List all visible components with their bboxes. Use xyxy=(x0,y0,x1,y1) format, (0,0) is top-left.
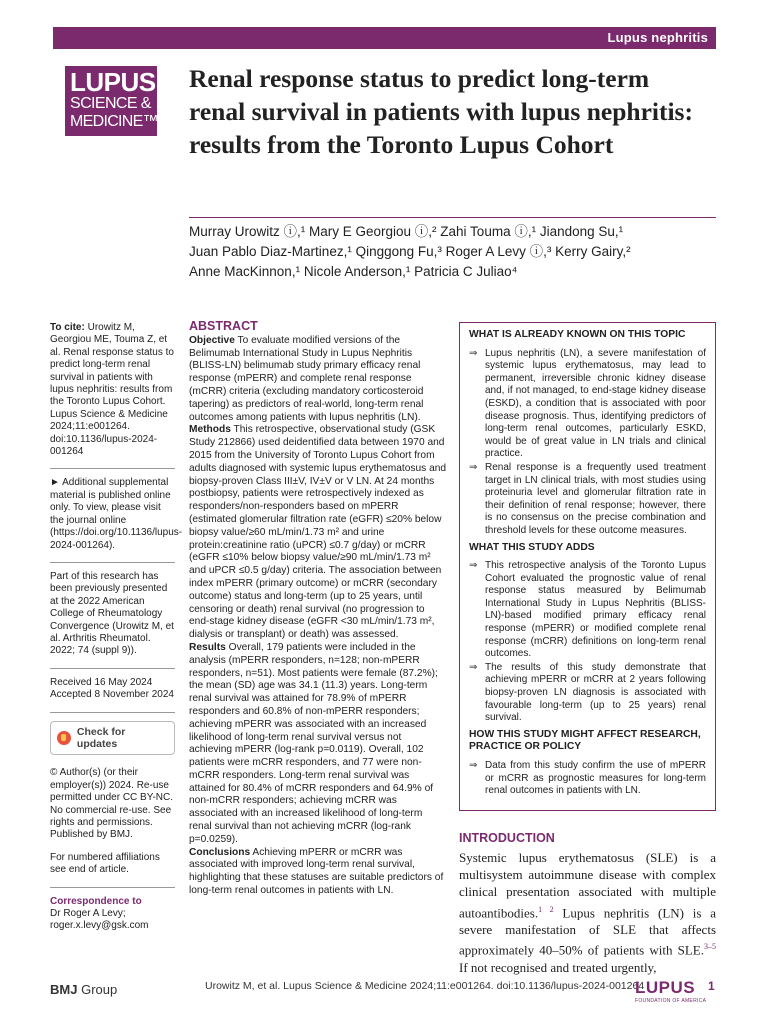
divider xyxy=(50,562,175,563)
list-item: ⇒ Lupus nephritis (LN), a severe manifestation of systemic lupus erythematosus, may lead to permanent, irreversible chronic kidney disease and, if not managed, to end-stage kidney disease (ESKD), a condition that is associated with poor disease prognosis. Thus, identifying predictors of long-term renal outcomes, particularly ESKD, would be of great value in LN trials and clinical practice. xyxy=(469,348,706,461)
received-date: Received 16 May 2024 xyxy=(50,676,153,688)
bmj-logo: BMJ Group xyxy=(50,982,118,997)
abstract xyxy=(189,320,447,898)
key-messages-box xyxy=(459,322,716,811)
list-item: ⇒ The results of this study demonstrate that achieving mPERR or mCRR at 2 years following biopsy-proven LN diagnosis is associated with favourable long-term (up to 25 years) renal survival. xyxy=(469,662,706,725)
abstract-results: Results Overall, 179 patients were included in the analysis (mPERR responders, n=128; non-mPERR responders, n=51). Most patients were female (87.2%); the mean (SD) age was 34.1 (11.3) years. Long-term renal survival was attained for 78.9% of mPERR responders and 60.8% of non-mPERR responders; achieving mPERR was associated with an increased likelihood of long-term renal survival versus not achieving mPERR (log-rank p=0.0119). Overall, 102 patients were mCRR responders, and 77 were non-mCRR responders. Long-term renal survival was attained for 80.4% of mCRR responders and 64.9% of non-mCRR responders; achieving mCRR was associated with an increased likelihood of long-term renal survival than not achieving mCRR (log-rank p=0.0259). xyxy=(189,641,438,845)
section-banner xyxy=(53,27,716,49)
sidebar xyxy=(50,322,183,933)
section-label: Lupus nephritis xyxy=(607,30,708,45)
supplemental-note: ► Additional supplemental material is published online only. To view, please visit the journal online (https://doi.org/10.1136/lupus-2024-001264). xyxy=(50,477,183,551)
abstract-conclusions: Conclusions Achieving mPERR or mCRR was associated with improved long-term renal survival, highlighting that these statuses are suitable predictors of long-term renal outcomes in patients with LN. xyxy=(189,846,444,897)
reference-link[interactable]: 1 2 xyxy=(538,904,554,914)
page-number: 1 xyxy=(708,979,715,993)
copyright-note: © Author(s) (or their employer(s)) 2024. Re-use permitted under CC BY-NC. No commercial re-use. See rights and permissions. Published by BMJ. xyxy=(50,767,174,841)
abstract-objective: Objective To evaluate modified versions of the Belimumab International Study in Lupus Nephritis (BLISS-LN) belimumab study primary efficacy renal response (mPERR) and complete renal response (mCRR) criteria (excluding mandatory corticosteroid tapering) as predictors of real-world, long-term renal outcomes among patients with lupus nephritis (LN). xyxy=(189,334,424,423)
introduction-text: Systemic lupus erythematosus (SLE) is a multisystem autoimmune disease with complex clinical presentation associated with multiple autoantibodies.$^{1 2}$ Lupus nephritis (LN) is a severe manifestation of SLE that affects approximately 40–50% of patients with SLE.$^{3-5}$ If not recognised and treated urgently, xyxy=(459,850,717,975)
divider xyxy=(50,668,175,669)
divider xyxy=(50,887,175,888)
divider xyxy=(50,468,175,469)
accepted-date: Accepted 8 November 2024 xyxy=(50,689,174,701)
list-item: ⇒ Renal response is a frequently used treatment target in LN clinical trials, with most studies using proteinuria level and glomerular filtration rate in their definition of renal response; however, there is no consensus on the precise combination and threshold levels for these outcome measures. xyxy=(469,462,706,538)
authors-line-3: Anne MacKinnon,¹ Nicole Anderson,¹ Patricia C Juliao⁴ xyxy=(189,264,518,279)
box-heading-known: WHAT IS ALREADY KNOWN ON THIS TOPIC xyxy=(469,329,686,340)
list-item: ⇒ Data from this study confirm the use of mPERR or mCRR as prognostic measures for long-term renal outcomes in patients with LN. xyxy=(469,760,706,798)
authors-line-1: Murray Urowitz ⓘ,¹ Mary E Georgiou ⓘ,² Zahi Touma ⓘ,¹ Jiandong Su,¹ xyxy=(189,224,624,239)
title-divider xyxy=(189,217,716,218)
check-updates-button[interactable]: Check for updates xyxy=(50,721,175,756)
introduction-heading: INTRODUCTION xyxy=(459,831,555,845)
footer-citation: Urowitz M, et al. Lupus Science & Medicine 2024;11:e001264. doi:10.1136/lupus-2024-001264 xyxy=(205,980,645,992)
authors-line-2: Juan Pablo Diaz-Martinez,¹ Qinggong Fu,³ Roger A Levy ⓘ,³ Kerry Gairy,² xyxy=(189,244,631,259)
box-heading-adds: WHAT THIS STUDY ADDS xyxy=(469,541,595,553)
journal-logo: LUPUS SCIENCE & MEDICINE™ xyxy=(65,66,157,136)
divider xyxy=(50,712,175,713)
author-list xyxy=(189,222,716,282)
correspondence-text: Dr Roger A Levy; roger.x.levy@gsk.com xyxy=(50,908,149,932)
list-item: ⇒ This retrospective analysis of the Toronto Lupus Cohort evaluated the prognostic value of renal response status measured by Belimumab International Study in Lupus Nephritis (BLISS-LN)-based modified primary efficacy renal response (mPERR) or modified complete renal response (mCRR) definitions on long-term renal outcomes. xyxy=(469,560,706,661)
cite-block: To cite: Urowitz M, Georgiou ME, Touma Z, et al. Renal response status to predict long-term renal survival in patients with lupus nephritis: results from the Toronto Lupus Cohort. Lupus Science & Medicine 2024;11:e001264. doi:10.1136/lupus-2024-001264 xyxy=(50,322,174,458)
crossmark-icon xyxy=(57,731,71,745)
reference-link[interactable]: 3–5 xyxy=(704,942,716,952)
abstract-heading: ABSTRACT xyxy=(189,319,258,333)
box-heading-affect: HOW THIS STUDY MIGHT AFFECT RESEARCH, PRACTICE OR POLICY xyxy=(469,728,701,753)
abstract-methods: Methods This retrospective, observational study (GSK Study 212866) used deidentified data between 1970 and 2015 from the University of Toronto Lupus Cohort from adults diagnosed with systemic lupus erythematosus and biopsy-proven Class III±V, IV±V or V LN. At 24 months postbiopsy, patients were retrospectively indexed as responders/non-responders based on mPERR (estimated glomerular filtration rate (eGFR) ≤20% below biopsy value/≥60 mL/min/1.73 m² and urine protein:creatinine ratio (uPCR) ≤0.7 g/day) or mCRR (eGFR ≤10% below biopsy value/≥90 mL/min/1.73 m² and uPCR ≤0.5 g/day) criteria. The association between index mPERR (primary outcome) or mCRR (secondary outcome) status and long-term (up to 25 years, until censoring or death) renal survival (no progression to end-stage kidney disease (eGFR <30 mL/min/1.73 m², dialysis or transplant) or death) was assessed. xyxy=(189,424,447,641)
affiliations-note: For numbered affiliations see end of article. xyxy=(50,851,160,876)
presented-note: Part of this research has been previously presented at the 2022 American College of Rheumatology Convergence (Urowitz M, et al. Arthritis Rheumatol. 2022; 74 (suppl 9)). xyxy=(50,570,174,657)
correspondence-heading: Correspondence to xyxy=(50,895,142,907)
article-title: Renal response status to predict long-term renal survival in patients with lupus nephritis: results from the Toronto Lupus Cohort xyxy=(189,64,693,159)
lupus-foundation-logo: LUPUS FOUNDATION OF AMERICA xyxy=(635,978,707,1004)
